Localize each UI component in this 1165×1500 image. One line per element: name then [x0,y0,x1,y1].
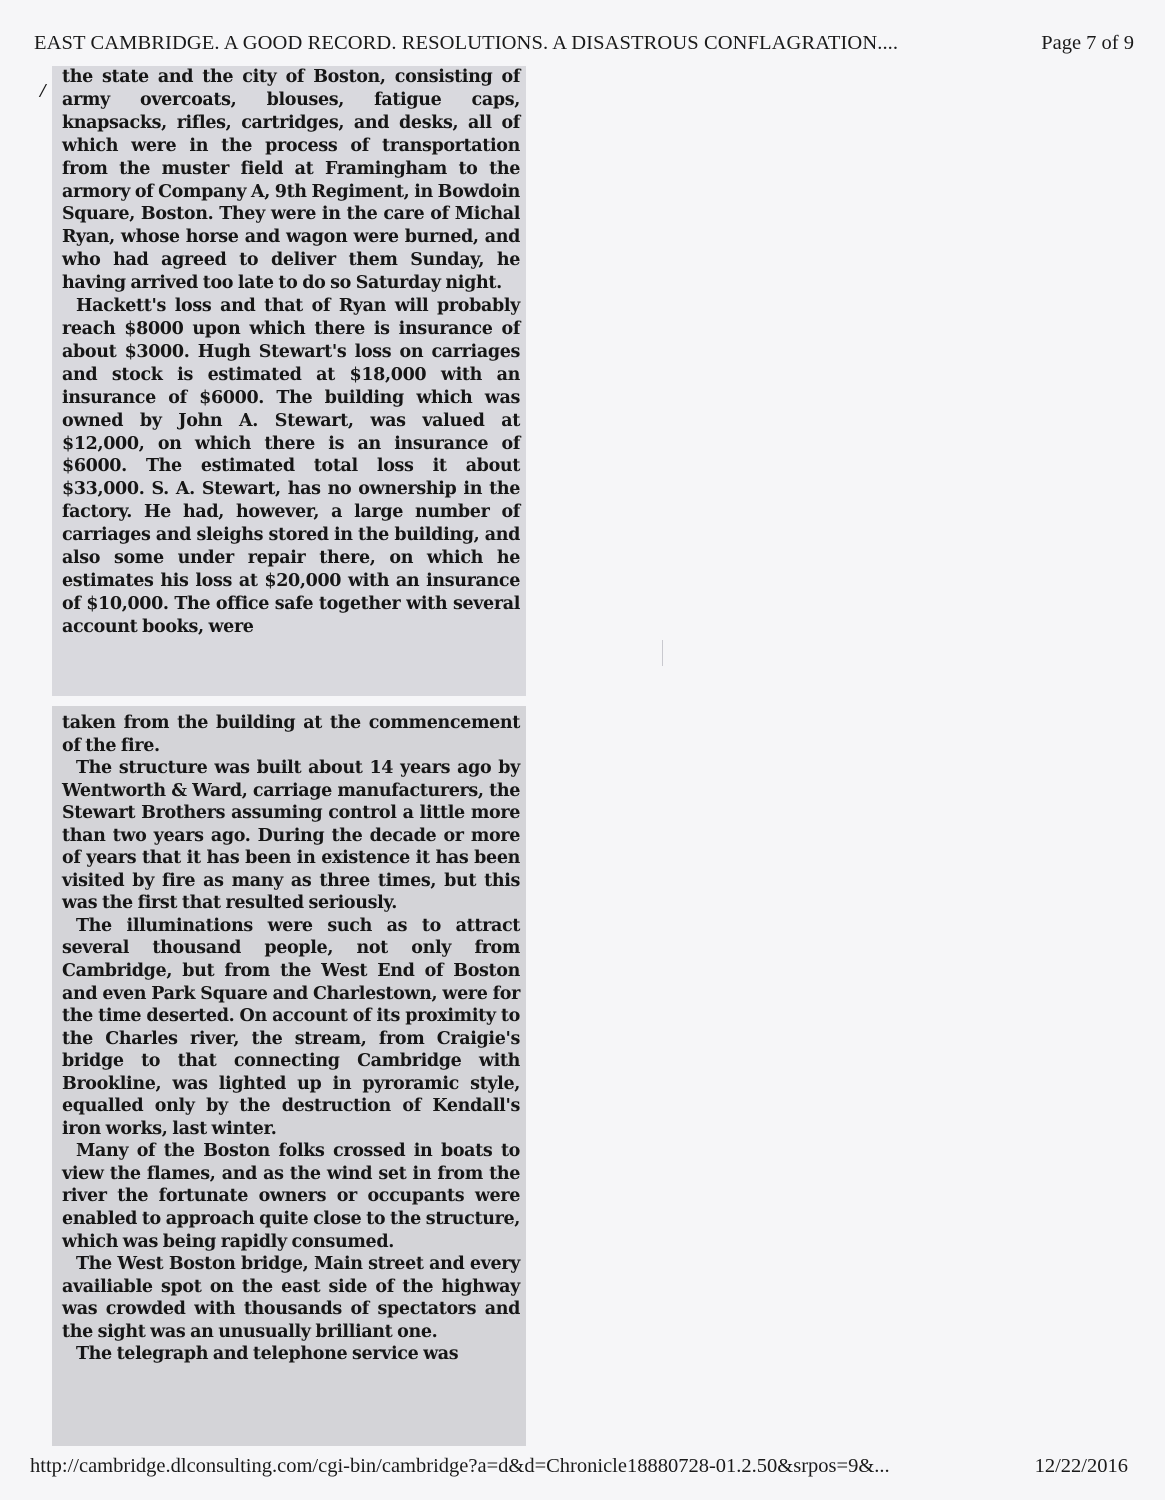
article-paragraph: taken from the building at the commencement of the fire. [62,713,520,756]
page-header [34,28,1134,64]
scan-artifact-line [662,640,663,666]
page-number: Page 7 of 9 [1041,32,1134,54]
article-paragraph: The West Boston bridge, Main street and every availiable spot on the east side of the highway was crowded with thousands of spectators and the sight was an unusually brilliant one. [62,1254,520,1342]
article-paragraph: Hackett's loss and that of Ryan will probably reach $8000 upon which there is insurance of about $3000. Hugh Stewart's loss on carriages and stock is estimated at $18,000 with an insurance of $6000. The building which was owned by John A. Stewart, was valued at $12,000, on which there is an insurance of $6000. The estimated total loss it about $33,000. S. A. Stewart, has no ownership in the factory. He had, however, a large number of carriages and sleighs stored in the building, and also some under repair there, on which he estimates his loss at $20,000 with an insurance of $10,000. The office safe together with several account books, were [62,296,520,637]
margin-mark: / [40,80,46,102]
newspaper-clipping-top [52,66,526,696]
document-title: EAST CAMBRIDGE. A GOOD RECORD. RESOLUTIONS. A DISASTROUS CONFLAGRATION.... [34,32,899,54]
article-paragraph: The structure was built about 14 years ago by Wentworth & Ward, carriage manufacturers, the Stewart Brothers assuming control a little more than two years ago. During the decade or more of years that it has been in existence it has been visited by fire as many as three times, but this was the first that resulted seriously. [62,758,520,914]
source-url: http://cambridge.dlconsulting.com/cgi-bin/cambridge?a=d&d=Chronicle18880728-01.2.50&srpos=9&... [30,1455,890,1477]
article-paragraph: The telegraph and telephone service was [76,1344,459,1365]
print-date: 12/22/2016 [1034,1455,1128,1477]
article-paragraph: Many of the Boston folks crossed in boats to view the flames, and as the wind set in from the river the fortunate owners or occupants were enabled to approach quite close to the structure, which was being rapidly consumed. [62,1141,520,1252]
article-paragraph: the state and the city of Boston, consisting of army overcoats, blouses, fatigue caps, knapsacks, rifles, cartridges, and desks, all of which were in the process of transportation from the muster field at Framingham to the armory of Company A, 9th Regiment, in Bowdoin Square, Boston. They were in the care of Michal Ryan, whose horse and wagon were burned, and who had agreed to deliver them Sunday, he having arrived too late to do so Saturday night. [62,67,520,294]
newspaper-clipping-bottom [52,706,526,1446]
article-paragraph: The illuminations were such as to attract several thousand people, not only from Cambridge, but from the West End of Boston and even Park Square and Charlestown, were for the time deserted. On account of its proximity to the Charles river, the stream, from Craigie's bridge to that connecting Cambridge with Brookline, was lighted up in pyroramic style, equalled only by the destruction of Kendall's iron works, last winter. [62,915,520,1139]
